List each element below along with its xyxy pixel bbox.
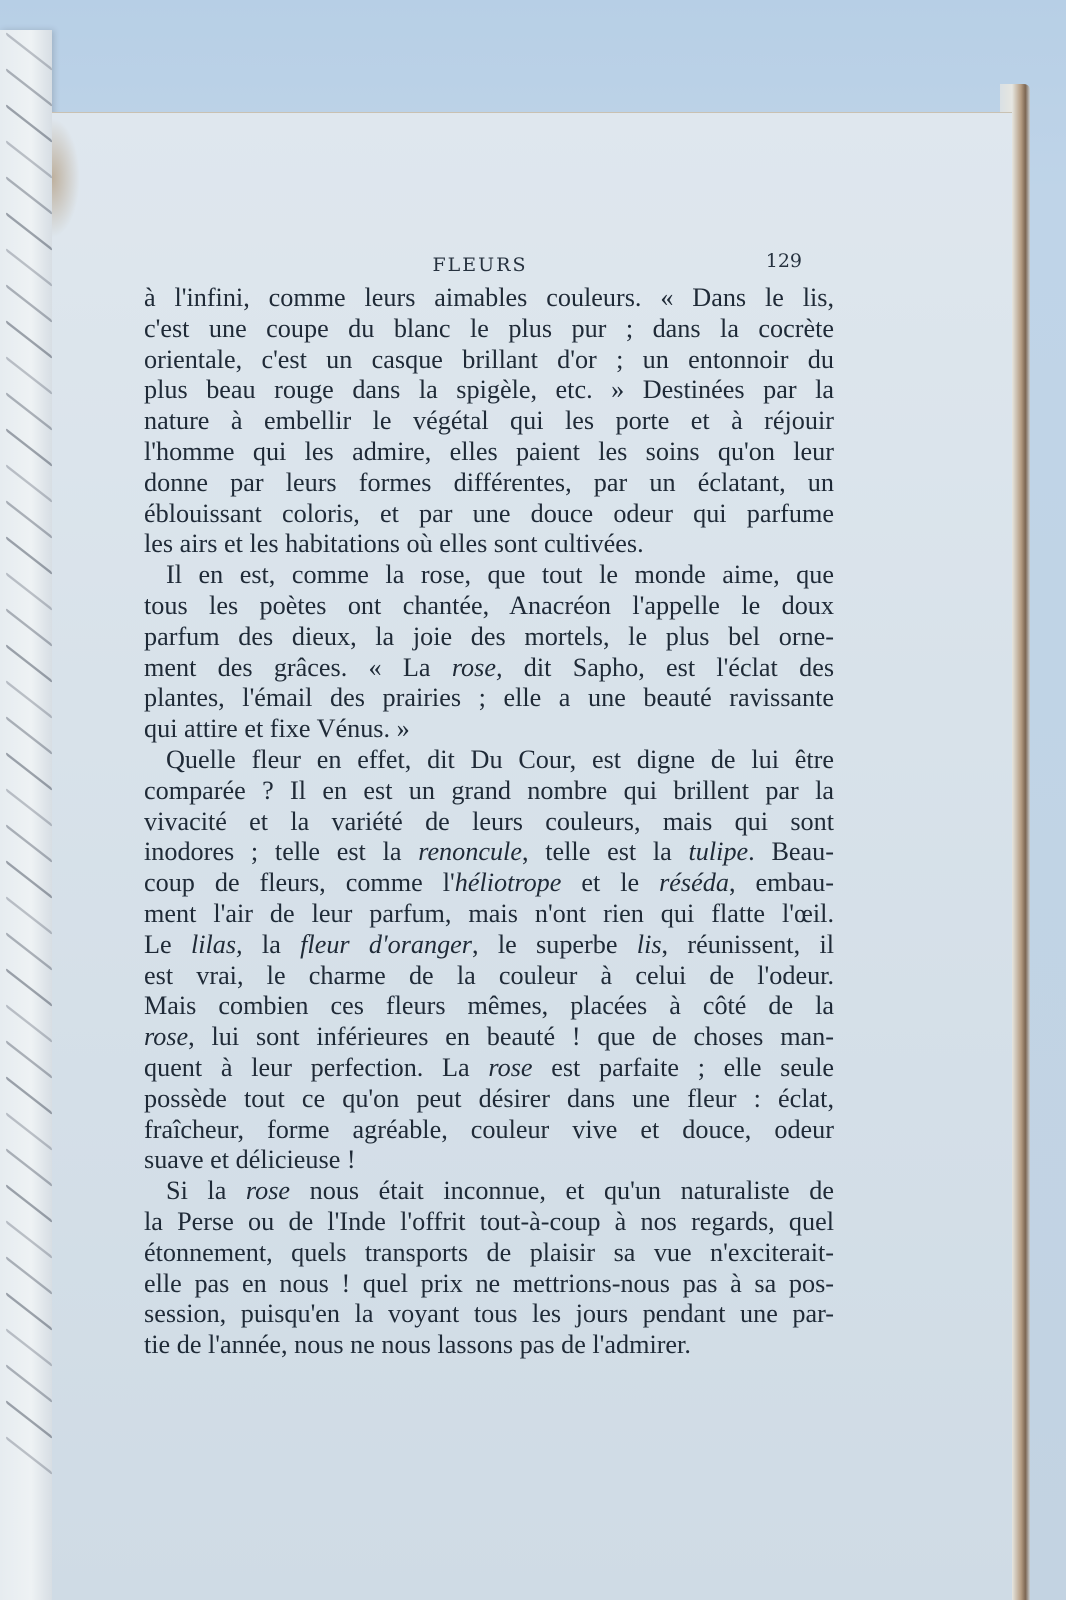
italic-text: rose,: [451, 652, 503, 682]
text-run: Le: [144, 929, 191, 959]
curled-text-line: [6, 428, 52, 467]
curled-text-line: [6, 104, 52, 143]
text-run: session, puisqu'en la voyant tous les jours pendant une par-: [144, 1299, 834, 1329]
text-run: tie de l'année, nous ne nous lassons pas de l'admirer.: [144, 1330, 691, 1360]
curled-text-line: [6, 392, 52, 431]
curled-text-line: [6, 1436, 52, 1475]
text-run: comparée ? Il en est un grand nombre qui brillent par la: [144, 775, 834, 805]
text-run: à l'infini, comme leurs aimables couleurs. « Dans le lis,: [144, 283, 834, 312]
text-line: [144, 1053, 834, 1084]
text-run: , lui sont inférieures en beauté ! que de choses man-: [188, 1022, 834, 1052]
italic-text: lis: [636, 929, 662, 959]
curled-text-line: [6, 212, 52, 251]
text-run: qui attire et fixe Vénus. »: [144, 714, 410, 744]
curled-text-line: [6, 788, 52, 827]
text-run: plantes, l'émail des prairies ; elle a une beauté ravissante: [144, 683, 834, 713]
text-line: [144, 345, 834, 376]
text-line: [144, 1084, 834, 1115]
text-run: orientale, c'est un casque brillant d'or ; un entonnoir du: [144, 344, 834, 374]
curled-text-line: [6, 1292, 52, 1331]
curled-text-line: [6, 284, 52, 323]
text-line: [144, 468, 834, 499]
curled-text-line: [6, 1148, 52, 1187]
text-run: Mais combien ces fleurs mêmes, placées à côté de la: [144, 991, 834, 1021]
text-line: [144, 899, 834, 930]
text-run: c'est une coupe du blanc le plus pur ; dans la cocrète: [144, 313, 834, 343]
italic-text: héliotrope: [454, 868, 562, 898]
text-line: [144, 375, 834, 406]
curled-text-line: [6, 824, 52, 863]
curled-text-line: [6, 140, 52, 179]
text-line: [144, 837, 834, 868]
text-line: [144, 1207, 834, 1238]
running-title: FLEURS: [432, 254, 528, 276]
text-line: [144, 961, 834, 992]
text-run: vivacité et la variété de leurs couleurs, mais qui sont: [144, 806, 834, 836]
curled-text-line: [6, 1112, 52, 1151]
text-run: , telle est la: [521, 837, 689, 867]
text-run: parfum des dieux, la joie des mortels, le plus bel orne-: [144, 621, 834, 651]
text-line: [144, 930, 834, 961]
text-run: elle pas en nous ! quel prix ne mettrions-nous pas à sa pos-: [144, 1268, 834, 1298]
text-line: [144, 529, 834, 560]
text-run: quent à leur perfection. La: [144, 1052, 489, 1082]
curled-text-line: [6, 248, 52, 287]
text-run: est vrai, le charme de la couleur à celui de l'odeur.: [144, 960, 834, 990]
text-line: [144, 1330, 834, 1361]
text-line: [144, 591, 834, 622]
text-run: la: [242, 929, 301, 959]
text-run: ment des grâces. « La: [144, 652, 452, 682]
text-run: dit Sapho, est l'éclat des: [502, 652, 835, 682]
text-run: , embau-: [728, 868, 834, 898]
text-run: donne par leurs formes différentes, par un éclatant, un: [144, 467, 834, 497]
curled-text-line: [6, 464, 52, 503]
text-line: [144, 283, 834, 314]
text-line: [144, 776, 834, 807]
text-line: [144, 1299, 834, 1330]
page-number: 129: [765, 250, 802, 272]
curled-text-line: [6, 1220, 52, 1259]
curled-text-line: [6, 752, 52, 791]
curled-text-line: [6, 572, 52, 611]
text-line: [144, 1176, 834, 1207]
text-line: [144, 1022, 834, 1053]
text-run: éblouissant coloris, et par une douce odeur qui parfume: [144, 498, 834, 528]
text-run: , réunissent, il: [661, 929, 834, 959]
italic-text: rose: [488, 1052, 533, 1082]
text-run: la Perse ou de l'Inde l'offrit tout-à-coup à nos regards, quel: [144, 1206, 834, 1236]
text-line: [144, 653, 834, 684]
text-run: ment l'air de leur parfum, mais n'ont rien qui flatte l'œil.: [144, 898, 834, 928]
text-line: [144, 745, 834, 776]
curled-text-line: [6, 1328, 52, 1367]
curled-text-line: [6, 680, 52, 719]
body-text: [144, 283, 834, 1361]
text-line: [144, 868, 834, 899]
text-run: Il en est, comme la rose, que tout le monde aime, que: [166, 560, 834, 590]
text-line: [144, 622, 834, 653]
text-line: [144, 560, 834, 591]
text-run: possède tout ce qu'on peut désirer dans une fleur : éclat,: [144, 1083, 834, 1113]
curled-text-line: [6, 1400, 52, 1439]
text-run: fraîcheur, forme agréable, couleur vive et douce, odeur: [144, 1114, 834, 1144]
text-run: inodores ; telle est la: [144, 837, 419, 867]
curled-text-line: [6, 356, 52, 395]
curled-text-line: [6, 500, 52, 539]
text-run: l'homme qui les admire, elles paient les soins qu'on leur: [144, 436, 834, 466]
text-line: [144, 499, 834, 530]
text-run: , le superbe: [471, 929, 637, 959]
text-line: [144, 1115, 834, 1146]
italic-text: rose: [245, 1176, 291, 1206]
text-line: [144, 406, 834, 437]
curled-text-line: [6, 320, 52, 359]
curled-text-line: [6, 644, 52, 683]
text-run: plus beau rouge dans la spigèle, etc. » Destinées par la: [144, 375, 834, 405]
curled-text-line: [6, 1076, 52, 1115]
text-line: [144, 1145, 834, 1176]
curled-text-line: [6, 1040, 52, 1079]
curled-text-line: [6, 968, 52, 1007]
adjacent-page-edge: [0, 30, 52, 1600]
text-run: . Beau-: [748, 837, 834, 867]
curled-text-line: [6, 932, 52, 971]
text-line: [144, 714, 834, 745]
italic-text: tulipe: [688, 837, 749, 867]
text-run: Si la: [166, 1176, 246, 1206]
italic-text: lilas,: [190, 929, 243, 959]
curled-text-line: [6, 1256, 52, 1295]
text-run: étonnement, quels transports de plaisir sa vue n'exciterait-: [144, 1237, 834, 1267]
curled-text-line: [6, 1364, 52, 1403]
italic-text: rose: [144, 1022, 189, 1052]
curled-text-line: [6, 896, 52, 935]
text-run: est parfaite ; elle seule: [532, 1052, 834, 1082]
text-line: [144, 314, 834, 345]
curled-text-line: [6, 860, 52, 899]
italic-text: réséda: [659, 868, 729, 898]
curled-text-line: [6, 68, 52, 107]
text-run: tous les poètes ont chantée, Anacréon l'appelle le doux: [144, 590, 834, 620]
curled-text-line: [6, 536, 52, 575]
foxing-stain: [52, 118, 80, 238]
curled-text-line: [6, 32, 52, 71]
text-line: [144, 437, 834, 468]
text-line: [144, 991, 834, 1022]
curled-text-line: [6, 176, 52, 215]
text-run: nature à embellir le végétal qui les porte et à réjouir: [144, 406, 834, 436]
text-line: [144, 683, 834, 714]
text-run: les airs et les habitations où elles sont cultivées.: [144, 529, 644, 559]
text-run: Quelle fleur en effet, dit Du Cour, est digne de lui être: [166, 744, 834, 774]
running-head: [140, 250, 820, 280]
text-line: [144, 1269, 834, 1300]
text-run: nous était inconnue, et qu'un naturaliste de: [290, 1176, 834, 1206]
text-run: suave et délicieuse !: [144, 1145, 356, 1175]
curled-text-line: [6, 1004, 52, 1043]
curled-text-line: [6, 1184, 52, 1223]
text-run: et le: [561, 868, 660, 898]
italic-text: renoncule: [418, 837, 522, 867]
curled-text-line: [6, 716, 52, 755]
text-line: [144, 1238, 834, 1269]
text-line: [144, 807, 834, 838]
italic-text: fleur d'oranger: [300, 929, 472, 959]
text-run: coup de fleurs, comme l': [144, 868, 455, 898]
curled-text-line: [6, 608, 52, 647]
